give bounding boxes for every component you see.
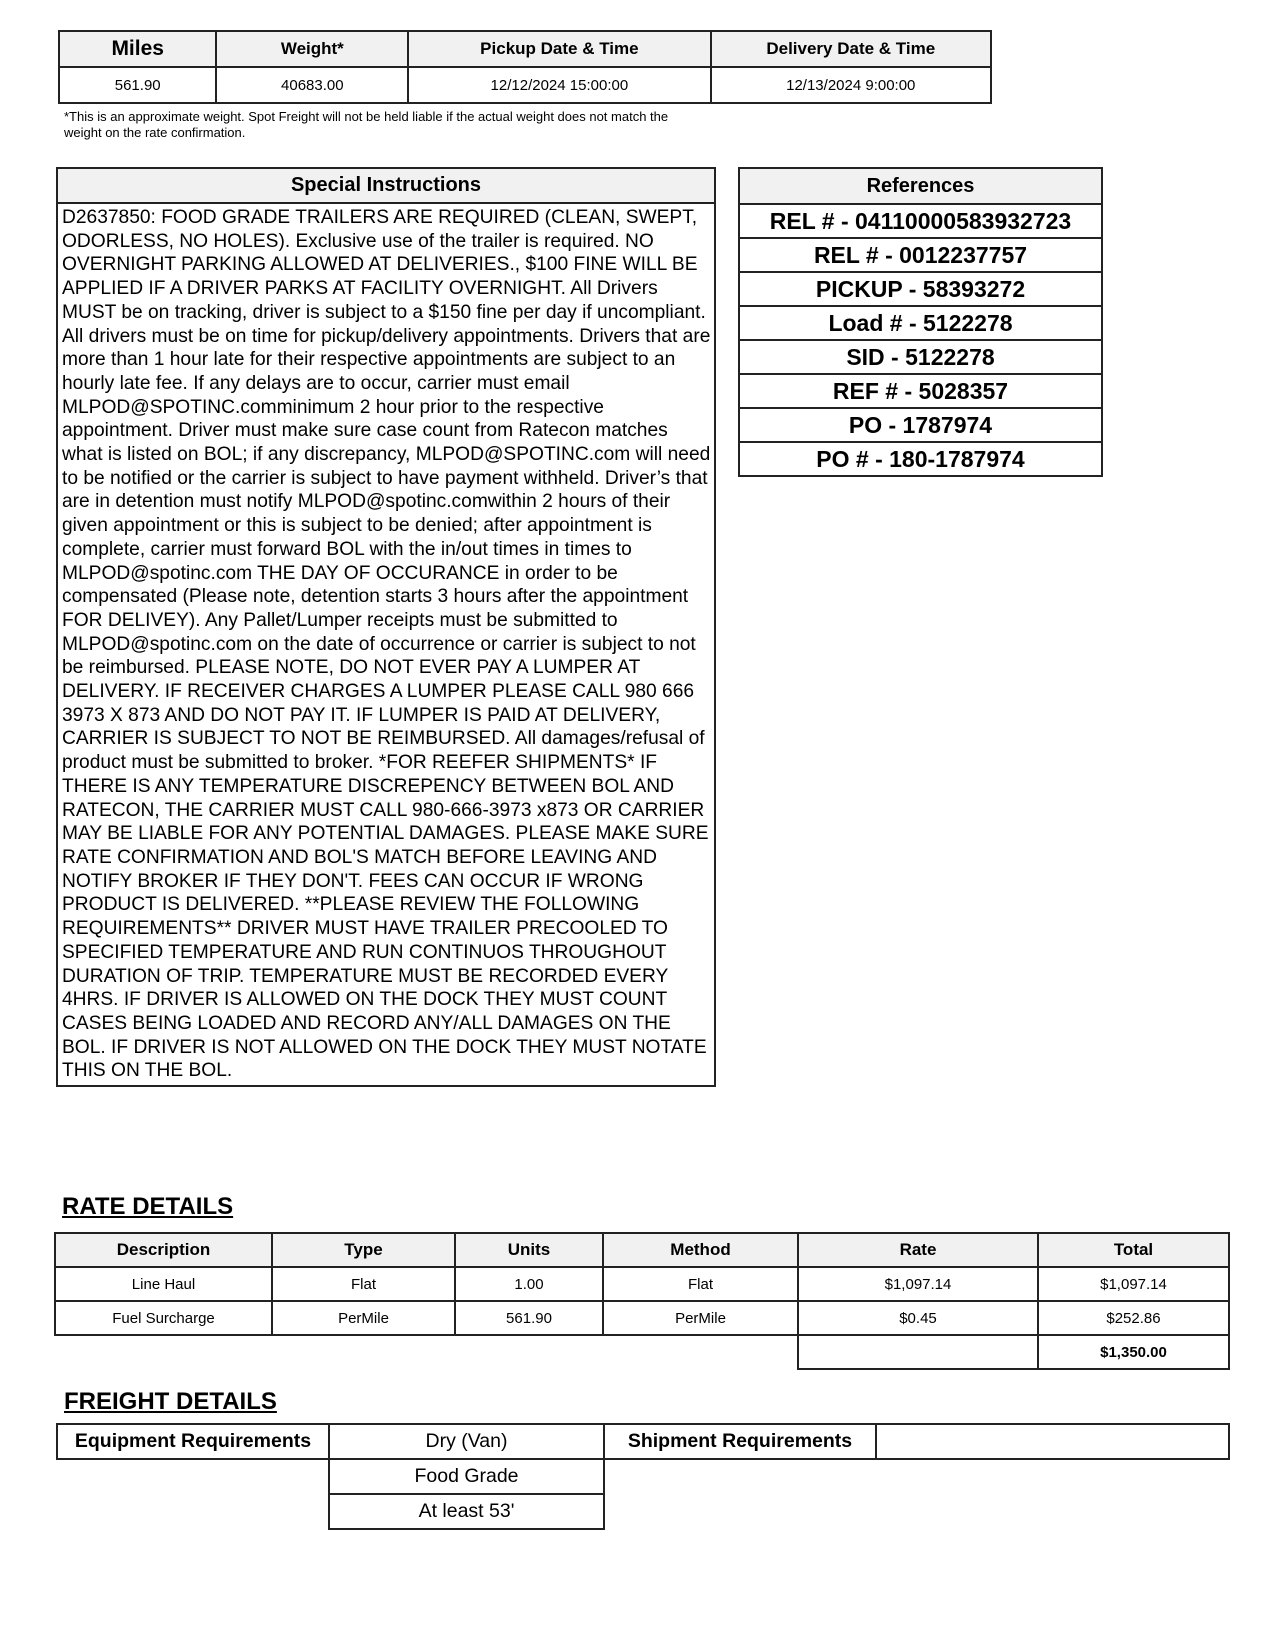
blank-cell — [603, 1335, 798, 1369]
type-header: Type — [272, 1233, 455, 1267]
freight-row — [57, 1424, 1229, 1459]
total-header: Total — [1038, 1233, 1229, 1267]
blank-cell — [57, 1494, 329, 1529]
blank-cell — [876, 1494, 1229, 1529]
reference-item: REL # - 0012237757 — [739, 238, 1102, 272]
grand-total-label-cell — [798, 1335, 1038, 1369]
reference-item: PO - 1787974 — [739, 408, 1102, 442]
blank-cell — [55, 1335, 272, 1369]
summary-value-row — [59, 67, 991, 103]
rate-details-title: RATE DETAILS — [62, 1193, 234, 1220]
summary-table — [58, 30, 992, 104]
units-header: Units — [455, 1233, 603, 1267]
rate-amount: $0.45 — [798, 1301, 1038, 1335]
reference-item: SID - 5122278 — [739, 340, 1102, 374]
equipment-item: At least 53' — [329, 1494, 604, 1529]
weight-header: Weight* — [216, 31, 408, 67]
blank-cell — [455, 1335, 603, 1369]
rate-description: Line Haul — [55, 1267, 272, 1301]
rate-header-row — [55, 1233, 1229, 1267]
rate-total: $252.86 — [1038, 1301, 1229, 1335]
reference-item: Load # - 5122278 — [739, 306, 1102, 340]
weight-value: 40683.00 — [216, 67, 408, 103]
reference-item: PICKUP - 58393272 — [739, 272, 1102, 306]
equipment-requirements-label: Equipment Requirements — [57, 1424, 329, 1459]
table-row — [55, 1267, 1229, 1301]
weight-disclaimer: *This is an approximate weight. Spot Freight will not be held liable if the actual weight does not match the weight on the rate confirmation. — [64, 109, 669, 140]
delivery-datetime-header: Delivery Date & Time — [711, 31, 991, 67]
blank-cell — [272, 1335, 455, 1369]
summary-header-row — [59, 31, 991, 67]
special-instructions-box — [56, 167, 716, 1087]
reference-item: PO # - 180-1787974 — [739, 442, 1102, 476]
table-row — [55, 1301, 1229, 1335]
blank-cell — [604, 1459, 876, 1494]
blank-cell — [604, 1494, 876, 1529]
special-instructions-title: Special Instructions — [58, 169, 714, 204]
references-table — [738, 167, 1103, 477]
rate-amount: $1,097.14 — [798, 1267, 1038, 1301]
shipment-requirements-value — [876, 1424, 1229, 1459]
grand-total-row — [55, 1335, 1229, 1369]
pickup-datetime-value: 12/12/2024 15:00:00 — [408, 67, 710, 103]
freight-details-title: FREIGHT DETAILS — [64, 1388, 277, 1415]
reference-item: REL # - 04110000583932723 — [739, 204, 1102, 238]
rate-description: Fuel Surcharge — [55, 1301, 272, 1335]
rate-total: $1,097.14 — [1038, 1267, 1229, 1301]
description-header: Description — [55, 1233, 272, 1267]
freight-row — [57, 1494, 1229, 1529]
pickup-datetime-header: Pickup Date & Time — [408, 31, 710, 67]
rate-details-table — [54, 1232, 1230, 1370]
equipment-item: Food Grade — [329, 1459, 604, 1494]
reference-item: REF # - 5028357 — [739, 374, 1102, 408]
shipment-requirements-label: Shipment Requirements — [604, 1424, 876, 1459]
rate-type: Flat — [272, 1267, 455, 1301]
rate-units: 1.00 — [455, 1267, 603, 1301]
rate-units: 561.90 — [455, 1301, 603, 1335]
delivery-datetime-value: 12/13/2024 9:00:00 — [711, 67, 991, 103]
freight-details-table — [56, 1423, 1230, 1530]
rate-method: Flat — [603, 1267, 798, 1301]
miles-header: Miles — [59, 31, 216, 67]
special-instructions-text: D2637850: FOOD GRADE TRAILERS ARE REQUIRED (CLEAN, SWEPT, ODORLESS, NO HOLES). Exclusive use of the trailer is required. NO OVERNIGHT PARKING ALLOWED AT DELIVERIES., $100 FINE WILL BE APPLIED IF A DRIVER PARKS AT FACILITY OVERNIGHT. All Drivers MUST be on tracking, driver is subject to a $150 fine per day if uncompliant. All drivers must be on time for pickup/delivery appointments. Drivers that are more than 1 hour late for their respective appointments are subject to an hourly late fee. If any delays are to occur, carrier must email MLPOD@SPOTINC.comminimum 2 hour prior to the respective appointment. Driver must make sure case count from Ratecon matches what is listed on BOL; if any discrepancy, MLPOD@SPOTINC.com will need to be notified or the carrier is subject to have payment withheld. Driver’s that are in detention must notify MLPOD@spotinc.comwithin 2 hours of their given appointment or this is subject to be denied; after appointment is complete, carrier must forward BOL with the in/out times in times to MLPOD@spotinc.com THE DAY OF OCCURANCE in order to be compensated (Please note, detention starts 3 hours after the appointment FOR DELIVEY). Any Pallet/Lumper receipts must be submitted to MLPOD@spotinc.com on the date of occurrence or carrier is subject to not be reimbursed. PLEASE NOTE, DO NOT EVER PAY A LUMPER AT DELIVERY. IF RECEIVER CHARGES A LUMPER PLEASE CALL 980 666 3973 X 873 AND DO NOT PAY IT. IF LUMPER IS PAID AT DELIVERY, CARRIER IS SUBJECT TO NOT BE REIMBURSED. All damages/refusal of product must be submitted to broker. *FOR REEFER SHIPMENTS* IF THERE IS ANY TEMPERATURE DISCREPENCY BETWEEN BOL AND RATECON, THE CARRIER MUST CALL 980-666-3973 x873 OR CARRIER MAY BE LIABLE FOR ANY POTENTIAL DAMAGES. PLEASE MAKE SURE RATE CONFIRMATION AND BOL'S MATCH BEFORE LEAVING AND NOTIFY BROKER IF THEY DON'T. FEES CAN OCCUR IF WRONG PRODUCT IS DELIVERED. **PLEASE REVIEW THE FOLLOWING REQUIREMENTS** DRIVER MUST HAVE TRAILER PRECOOLED TO SPECIFIED TEMPERATURE AND RUN CONTINUOS THROUGHOUT DURATION OF TRIP. TEMPERATURE MUST BE RECORDED EVERY 4HRS. IF DRIVER IS ALLOWED ON THE DOCK THEY MUST COUNT CASES BEING LOADED AND RECORD ANY/ALL DAMAGES ON THE BOL. IF DRIVER IS NOT ALLOWED ON THE DOCK THEY MUST NOTATE THIS ON THE BOL. — [62, 207, 711, 1082]
rate-method: PerMile — [603, 1301, 798, 1335]
grand-total-value: $1,350.00 — [1038, 1335, 1229, 1369]
rate-header: Rate — [798, 1233, 1038, 1267]
method-header: Method — [603, 1233, 798, 1267]
blank-cell — [876, 1459, 1229, 1494]
freight-row — [57, 1459, 1229, 1494]
miles-value: 561.90 — [59, 67, 216, 103]
equipment-item: Dry (Van) — [329, 1424, 604, 1459]
rate-type: PerMile — [272, 1301, 455, 1335]
references-title: References — [739, 168, 1102, 204]
blank-cell — [57, 1459, 329, 1494]
